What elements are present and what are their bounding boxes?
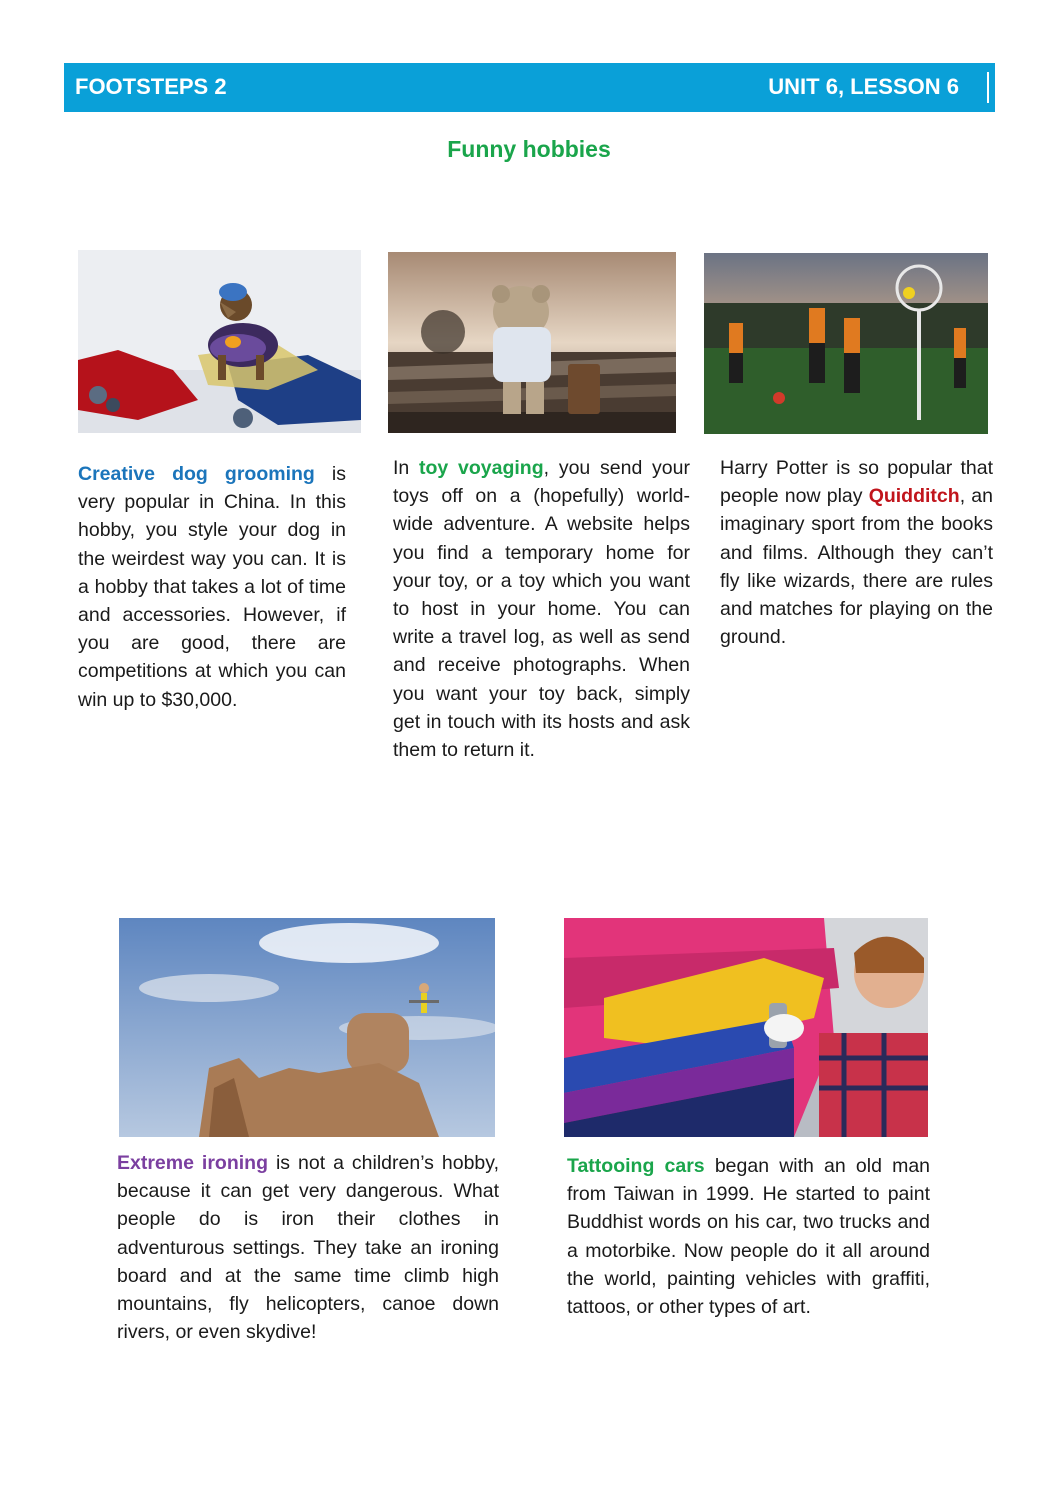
article-body: is very popular in China. In this hobby, you style your dog in the weirdest way you can. It is a hobby that takes a lot of time and accessories. However, if you are good, there are competitions at which you can win up to $30,000. xyxy=(78,463,346,711)
article-tattooing-cars xyxy=(567,1152,930,1321)
quidditch-photo xyxy=(704,253,988,434)
page-header xyxy=(64,63,995,112)
article-intro: Harry Potter is so popular that people now play xyxy=(720,457,993,508)
dog-grooming-photo xyxy=(78,250,361,433)
article-dog-grooming xyxy=(78,460,346,714)
course-title: FOOTSTEPS 2 xyxy=(75,74,227,99)
article-body: is not a children’s hobby, because it can get very dangerous. What people do is iron their clothes in adventurous settings. They take an ironing board and at the same time climb high mountains, fly helicopters, canoe down rivers, or even skydive! xyxy=(117,1152,499,1344)
article-body: , an imaginary sport from the books and films. Although they can’t fly like wizards, there are rules and matches for playing on the ground. xyxy=(720,485,993,649)
toy-voyaging-photo xyxy=(388,252,676,433)
page-title: Funny hobbies xyxy=(447,136,611,162)
header-divider xyxy=(987,72,989,103)
keyword-quidditch: Quidditch xyxy=(868,485,960,508)
unit-lesson-label: UNIT 6, LESSON 6 xyxy=(768,74,959,99)
article-body: , you send your toys off on a (hopefully) world-wide adventure. A website helps you find a temporary home for your toy, or a toy which you want to host in your home. You can write a travel log, as well as send and receive photographs. When you want your toy back, simply get in touch with its hosts and ask them to return it. xyxy=(393,457,690,762)
tattooing-cars-photo xyxy=(564,918,928,1137)
article-extreme-ironing xyxy=(117,1149,499,1346)
keyword-tattooing-cars: Tattooing cars xyxy=(567,1155,705,1177)
keyword-dog-grooming: Creative dog grooming xyxy=(78,463,315,485)
extreme-ironing-photo xyxy=(119,918,495,1137)
article-intro: In xyxy=(393,457,420,479)
keyword-toy-voyaging: toy voyaging xyxy=(419,457,544,479)
keyword-extreme-ironing: Extreme ironing xyxy=(117,1152,268,1174)
article-quidditch xyxy=(720,454,993,651)
article-body: began with an old man from Taiwan in 1999. He started to paint Buddhist words on his car, two trucks and a motorbike. Now people do it all around the world, painting vehicles with graffiti, tattoos, or other types of art. xyxy=(567,1155,931,1319)
article-toy-voyaging xyxy=(393,454,690,764)
